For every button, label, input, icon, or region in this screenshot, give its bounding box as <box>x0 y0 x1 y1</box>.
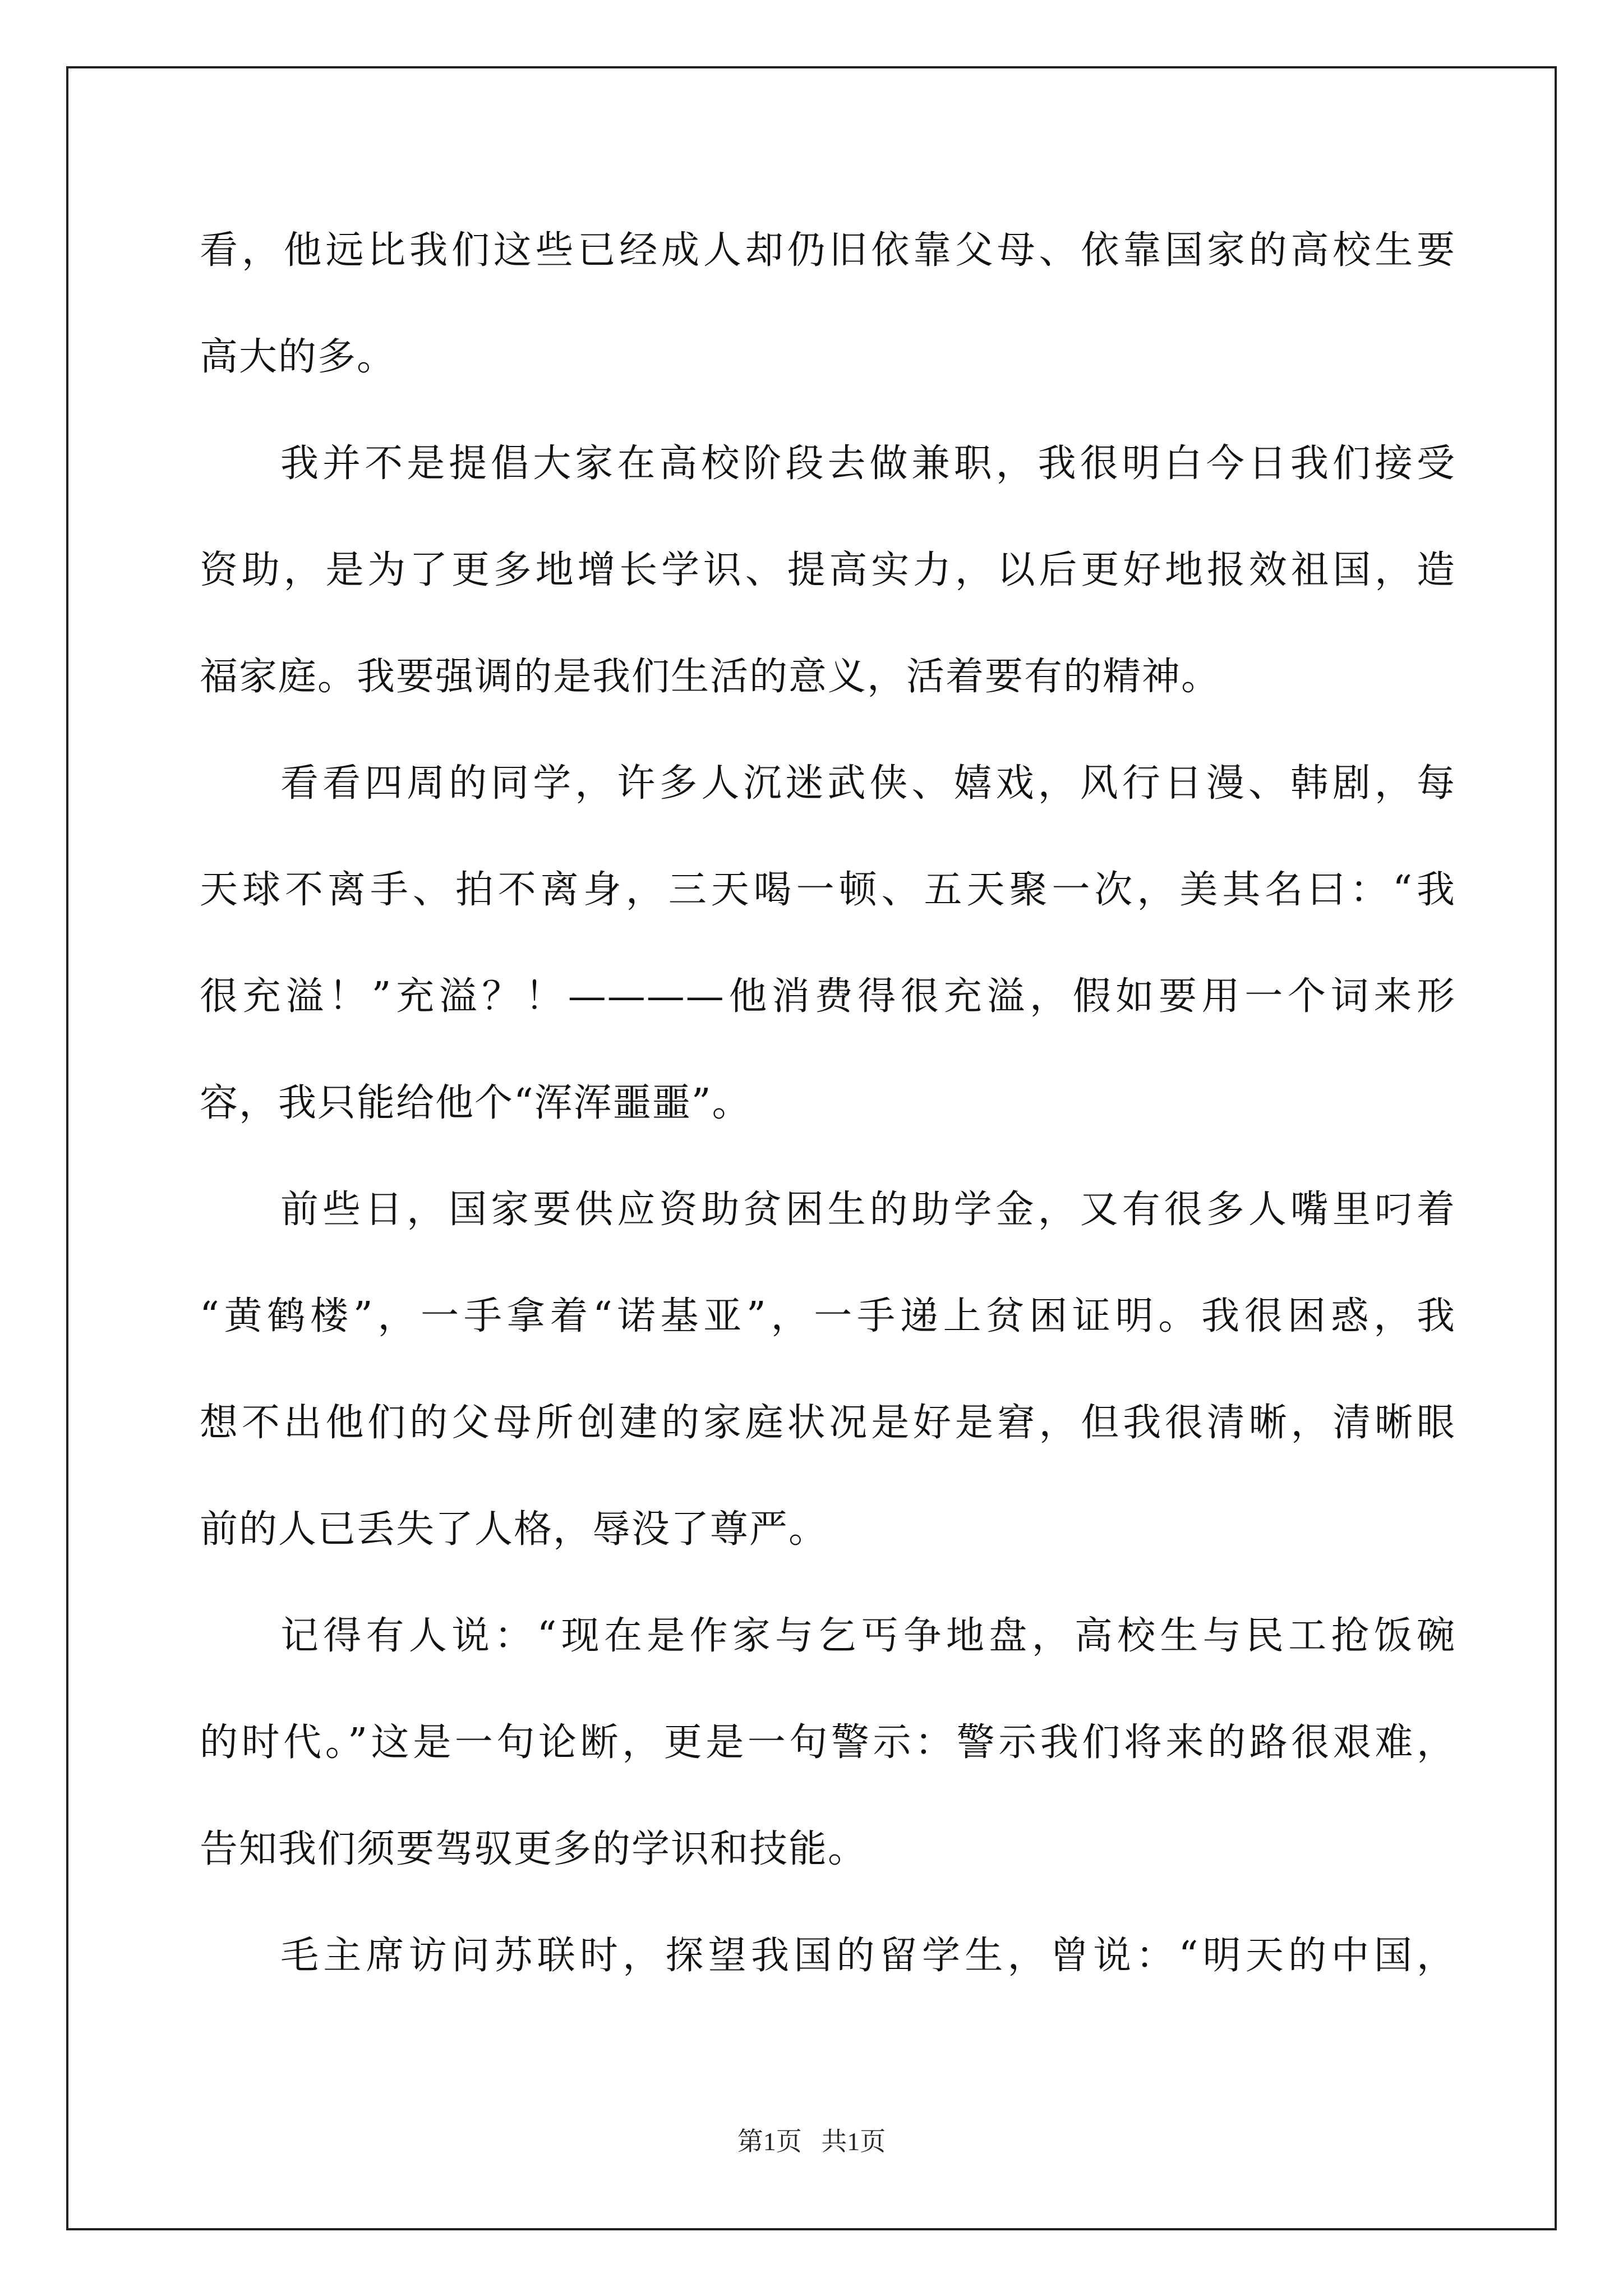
paragraph-line: 想不出他们的父母所创建的家庭状况是好是窘，但我很清晰，清晰眼 <box>200 1401 1456 1445</box>
paragraph-line: 高大的多。 <box>200 335 396 379</box>
paragraph-line: 天球不离手、拍不离身，三天喝一顿、五天聚一次，美其名曰：“我 <box>200 868 1456 912</box>
paragraph-line: 的时代。”这是一句论断，更是一句警示：警示我们将来的路很艰难， <box>200 1720 1456 1765</box>
page-number-footer: 第1页 共1页 <box>737 2127 886 2156</box>
paragraph-line: 资助，是为了更多地增长学识、提高实力，以后更好地报效祖国，造 <box>200 548 1456 592</box>
paragraph-line: 很充溢！”充溢？！————他消费得很充溢，假如要用一个词来形 <box>200 974 1456 1019</box>
paragraph-line: 毛主席访问苏联时，探望我国的留学生，曾说：“明天的中国， <box>280 1934 1456 1978</box>
paragraph-line: 容，我只能给他个“浑浑噩噩”。 <box>200 1081 751 1125</box>
paragraph-line: 福家庭。我要强调的是我们生活的意义，活着要有的精神。 <box>200 655 1221 699</box>
paragraph-line: 告知我们须要驾驭更多的学识和技能。 <box>200 1827 868 1871</box>
paragraph-line: 看，他远比我们这些已经成人却仍旧依靠父母、依靠国家的高校生要 <box>200 228 1456 273</box>
paragraph-line: 看看四周的同学，许多人沉迷武侠、嬉戏，风行日漫、韩剧，每 <box>280 761 1456 806</box>
paragraph-line: 记得有人说：“现在是作家与乞丐争地盘，高校生与民工抢饭碗 <box>280 1614 1456 1658</box>
paragraph-line: 前的人已丢失了人格，辱没了尊严。 <box>200 1507 828 1552</box>
paragraph-line: 我并不是提倡大家在高校阶段去做兼职，我很明白今日我们接受 <box>280 441 1456 486</box>
paragraph-line: “黄鹤楼”，一手拿着“诺基亚”，一手递上贫困证明。我很困惑，我 <box>200 1294 1456 1338</box>
paragraph-line: 前些日，国家要供应资助贫困生的助学金，又有很多人嘴里叼着 <box>280 1188 1456 1232</box>
